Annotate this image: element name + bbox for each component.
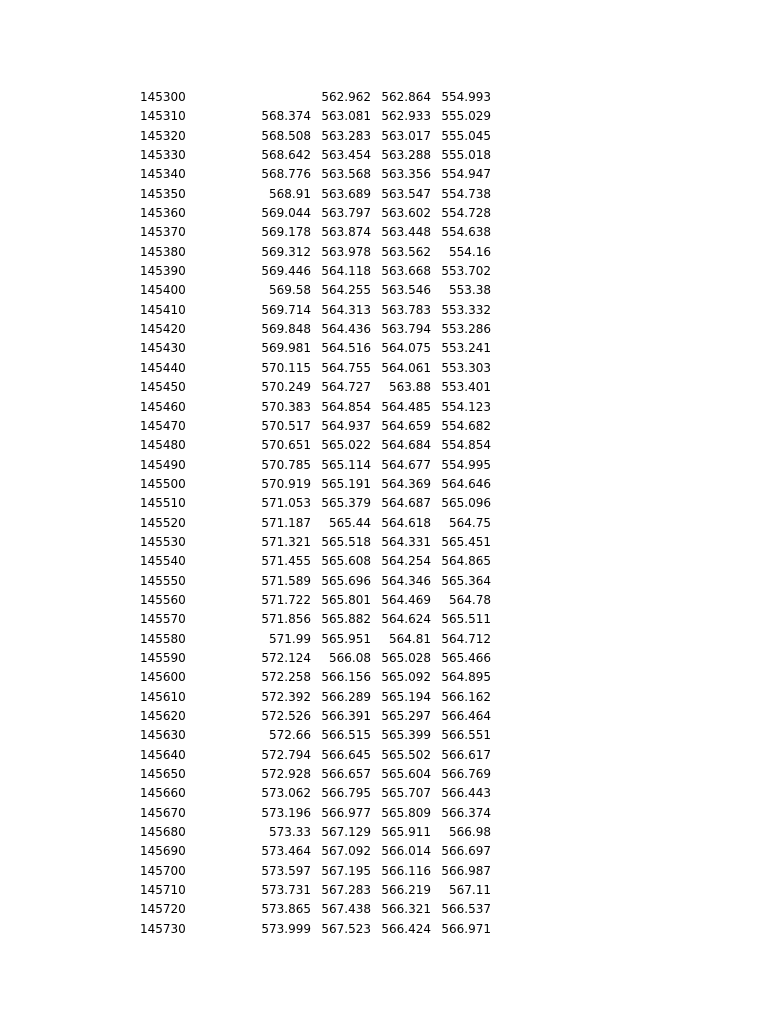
value-cell: 565.608: [321, 554, 371, 569]
table-row: [128, 726, 491, 745]
table-row: [128, 494, 491, 513]
row-key-cell: 145510: [140, 496, 186, 511]
row-key-cell: 145670: [140, 805, 186, 820]
table-row: [128, 572, 491, 591]
row-key-cell: 145460: [140, 399, 186, 414]
value-cell: 569.714: [261, 302, 311, 317]
value-cell: 565.951: [321, 631, 371, 646]
value-cell: 566.971: [441, 921, 491, 936]
table-row: [128, 88, 491, 107]
table-row: [128, 262, 491, 281]
row-key-cell: 145430: [140, 341, 186, 356]
row-key-cell: 145710: [140, 883, 186, 898]
row-key-cell: 145730: [140, 921, 186, 936]
table-row: [128, 842, 491, 861]
value-cell: 563.546: [381, 283, 431, 298]
row-key-cell: 145380: [140, 244, 186, 259]
value-cell: 554.947: [441, 167, 491, 182]
value-cell: 565.022: [321, 438, 371, 453]
value-cell: 554.16: [449, 244, 491, 259]
value-cell: 566.162: [441, 689, 491, 704]
value-cell: 566.391: [321, 709, 371, 723]
value-cell: 565.911: [381, 825, 431, 840]
table-row: [128, 301, 491, 320]
row-key-cell: 145330: [140, 148, 186, 163]
value-cell: 565.114: [321, 457, 371, 472]
value-cell: 555.029: [441, 109, 491, 124]
value-cell: 564.254: [381, 554, 431, 569]
value-cell: 554.738: [441, 186, 491, 201]
row-key-cell: 145690: [140, 844, 186, 859]
value-cell: 564.255: [321, 283, 371, 298]
value-cell: 565.096: [441, 496, 491, 511]
row-key-cell: 145630: [140, 728, 186, 743]
value-cell: 565.809: [381, 805, 431, 820]
value-cell: 564.937: [321, 418, 371, 433]
value-cell: 569.446: [261, 264, 311, 279]
value-cell: 554.638: [441, 225, 491, 240]
table-row: [128, 223, 491, 242]
value-cell: 563.668: [381, 264, 431, 279]
row-key-cell: 145530: [140, 534, 186, 549]
value-cell: 565.44: [329, 515, 371, 530]
value-cell: 563.978: [321, 244, 371, 259]
value-cell: 565.466: [441, 650, 491, 665]
row-key-cell: 145680: [140, 825, 186, 840]
value-cell: 567.129: [321, 825, 371, 840]
row-key-cell: 145520: [140, 515, 186, 530]
table-row: [128, 804, 491, 823]
value-cell: 573.597: [261, 863, 311, 878]
value-cell: 567.283: [321, 883, 371, 898]
value-cell: 566.987: [441, 863, 491, 878]
value-cell: 564.659: [381, 418, 431, 433]
value-cell: 553.241: [441, 341, 491, 356]
value-cell: 566.697: [441, 844, 491, 859]
value-cell: 564.677: [381, 457, 431, 472]
value-cell: 567.11: [449, 883, 491, 898]
row-key-cell: 145490: [140, 457, 186, 472]
table-row: [128, 185, 491, 204]
table-row: [128, 649, 491, 668]
value-cell: 573.062: [261, 786, 311, 801]
value-cell: 572.66: [269, 728, 311, 743]
row-key-cell: 145590: [140, 650, 186, 665]
value-cell: 564.313: [321, 302, 371, 317]
value-cell: 567.523: [321, 921, 371, 936]
value-cell: 566.537: [441, 902, 491, 917]
value-cell: 563.874: [321, 225, 371, 240]
value-cell: 564.75: [449, 515, 491, 530]
row-key-cell: 145450: [140, 380, 186, 395]
value-cell: 571.589: [261, 573, 311, 588]
value-cell: 564.516: [321, 341, 371, 356]
value-cell: 563.288: [381, 148, 431, 163]
value-cell: 566.551: [441, 728, 491, 743]
value-cell: 573.731: [261, 883, 311, 898]
value-cell: 565.191: [321, 476, 371, 491]
value-cell: 567.438: [321, 902, 371, 917]
table-row: [128, 204, 491, 223]
row-key-cell: 145650: [140, 767, 186, 782]
row-key-cell: 145610: [140, 689, 186, 704]
value-cell: 564.865: [441, 554, 491, 569]
table-row: [128, 610, 491, 629]
value-cell: 553.702: [441, 264, 491, 279]
row-key-cell: 145550: [140, 573, 186, 588]
value-cell: 566.219: [381, 883, 431, 898]
value-cell: 563.88: [389, 380, 431, 395]
value-cell: 553.303: [441, 360, 491, 375]
value-cell: 569.981: [261, 341, 311, 356]
value-cell: 565.604: [381, 767, 431, 782]
table-row: [128, 398, 491, 417]
value-cell: 565.092: [381, 670, 431, 685]
value-cell: 566.657: [321, 767, 371, 782]
table-row: [128, 107, 491, 126]
table-row: [128, 436, 491, 455]
value-cell: 572.392: [261, 689, 311, 704]
value-cell: 569.58: [269, 283, 311, 298]
table-row: [128, 146, 491, 165]
value-cell: 573.999: [261, 921, 311, 936]
table-row: [128, 765, 491, 784]
value-cell: 564.755: [321, 360, 371, 375]
value-cell: [202, 88, 311, 107]
value-cell: 570.785: [261, 457, 311, 472]
value-cell: 554.995: [441, 457, 491, 472]
value-cell: 553.332: [441, 302, 491, 317]
value-cell: 572.526: [261, 709, 311, 723]
value-cell: 555.018: [441, 148, 491, 163]
value-cell: 573.464: [261, 844, 311, 859]
value-cell: 564.369: [381, 476, 431, 491]
value-cell: 565.399: [381, 728, 431, 743]
value-cell: 566.98: [449, 825, 491, 840]
row-key-cell: 145400: [140, 283, 186, 298]
table-row: [128, 359, 491, 378]
value-cell: 566.116: [381, 863, 431, 878]
value-cell: 563.081: [321, 109, 371, 124]
table-row: [128, 533, 491, 552]
row-key-cell: 145320: [140, 128, 186, 143]
row-key-cell: 145370: [140, 225, 186, 240]
value-cell: 566.645: [321, 747, 371, 762]
value-cell: 565.451: [441, 534, 491, 549]
table-row: [128, 746, 491, 765]
table-row: [128, 881, 491, 900]
value-cell: 568.91: [269, 186, 311, 201]
value-cell: 564.075: [381, 341, 431, 356]
table-body: [128, 88, 491, 939]
row-key-cell: 145700: [140, 863, 186, 878]
value-cell: 566.443: [441, 786, 491, 801]
value-cell: 571.321: [261, 534, 311, 549]
table-row: [128, 920, 491, 939]
row-key-cell: 145570: [140, 612, 186, 627]
value-cell: 566.515: [321, 728, 371, 743]
table-row: [128, 630, 491, 649]
value-cell: 564.061: [381, 360, 431, 375]
value-cell: 566.156: [321, 670, 371, 685]
value-cell: 564.469: [381, 592, 431, 607]
value-cell: 562.864: [381, 90, 431, 104]
value-cell: 564.646: [441, 476, 491, 491]
value-cell: 554.728: [441, 206, 491, 221]
row-key-cell: 145300: [140, 90, 186, 104]
table-row: [128, 127, 491, 146]
row-key-cell: 145440: [140, 360, 186, 375]
value-cell: 572.928: [261, 767, 311, 782]
row-key-cell: 145620: [140, 709, 186, 723]
row-key-cell: 145580: [140, 631, 186, 646]
value-cell: 571.856: [261, 612, 311, 627]
value-cell: 568.508: [261, 128, 311, 143]
row-key-cell: 145720: [140, 902, 186, 917]
table-row: [128, 862, 491, 881]
value-cell: 566.289: [321, 689, 371, 704]
value-cell: 569.178: [261, 225, 311, 240]
value-cell: 564.687: [381, 496, 431, 511]
value-cell: 565.707: [381, 786, 431, 801]
value-cell: 562.962: [321, 90, 371, 104]
value-cell: 572.258: [261, 670, 311, 685]
value-cell: 570.249: [261, 380, 311, 395]
value-cell: 565.696: [321, 573, 371, 588]
value-cell: 565.882: [321, 612, 371, 627]
value-cell: 566.321: [381, 902, 431, 917]
value-cell: 566.374: [441, 805, 491, 820]
value-cell: 565.518: [321, 534, 371, 549]
value-cell: 563.017: [381, 128, 431, 143]
row-key-cell: 145410: [140, 302, 186, 317]
table-row: [128, 243, 491, 262]
data-sheet: [128, 88, 491, 939]
value-cell: 568.776: [261, 167, 311, 182]
value-cell: 571.455: [261, 554, 311, 569]
value-cell: 570.651: [261, 438, 311, 453]
value-cell: 573.33: [269, 825, 311, 840]
value-cell: 562.933: [381, 109, 431, 124]
row-key-cell: 145560: [140, 592, 186, 607]
table-row: [128, 339, 491, 358]
value-cell: 572.124: [261, 650, 311, 665]
value-cell: 566.464: [441, 709, 491, 723]
table-row: [128, 281, 491, 300]
table-row: [128, 707, 491, 726]
table-row: [128, 784, 491, 803]
value-cell: 568.374: [261, 109, 311, 124]
row-key-cell: 145310: [140, 109, 186, 124]
value-cell: 571.187: [261, 515, 311, 530]
value-cell: 565.801: [321, 592, 371, 607]
value-cell: 566.617: [441, 747, 491, 762]
value-cell: 563.448: [381, 225, 431, 240]
value-cell: 563.547: [381, 186, 431, 201]
table-row: [128, 514, 491, 533]
table-row: [128, 688, 491, 707]
value-cell: 571.99: [269, 631, 311, 646]
row-key-cell: 145340: [140, 167, 186, 182]
row-key-cell: 145470: [140, 418, 186, 433]
value-cell: 563.794: [381, 322, 431, 337]
table-row: [128, 900, 491, 919]
value-cell: 570.115: [261, 360, 311, 375]
value-cell: 566.977: [321, 805, 371, 820]
value-cell: 563.783: [381, 302, 431, 317]
value-cell: 563.602: [381, 206, 431, 221]
table-row: [128, 668, 491, 687]
table-row: [128, 823, 491, 842]
value-cell: 555.045: [441, 128, 491, 143]
value-cell: 564.727: [321, 380, 371, 395]
value-cell: 564.346: [381, 573, 431, 588]
value-cell: 572.794: [261, 747, 311, 762]
value-cell: 573.196: [261, 805, 311, 820]
value-cell: 570.919: [261, 476, 311, 491]
value-cell: 554.993: [441, 90, 491, 104]
table-row: [128, 591, 491, 610]
value-cell: 571.722: [261, 592, 311, 607]
value-cell: 566.08: [329, 650, 371, 665]
value-cell: 564.712: [441, 631, 491, 646]
value-cell: 570.383: [261, 399, 311, 414]
value-cell: 564.436: [321, 322, 371, 337]
value-cell: 567.195: [321, 863, 371, 878]
value-cell: 565.511: [441, 612, 491, 627]
table-row: [128, 552, 491, 571]
table-row: [128, 456, 491, 475]
value-cell: 566.014: [381, 844, 431, 859]
row-key-cell: 145540: [140, 554, 186, 569]
value-cell: 553.38: [449, 283, 491, 298]
value-cell: 564.684: [381, 438, 431, 453]
row-key-cell: 145390: [140, 264, 186, 279]
row-key-cell: 145350: [140, 186, 186, 201]
value-cell: 565.379: [321, 496, 371, 511]
value-cell: 554.682: [441, 418, 491, 433]
value-cell: 564.895: [441, 670, 491, 685]
row-key-cell: 145640: [140, 747, 186, 762]
value-cell: 564.81: [389, 631, 431, 646]
value-cell: 565.194: [381, 689, 431, 704]
value-cell: 553.401: [441, 380, 491, 395]
data-table: [128, 88, 491, 939]
row-key-cell: 145500: [140, 476, 186, 491]
value-cell: 563.454: [321, 148, 371, 163]
value-cell: 553.286: [441, 322, 491, 337]
value-cell: 563.356: [381, 167, 431, 182]
value-cell: 554.123: [441, 399, 491, 414]
value-cell: 565.364: [441, 573, 491, 588]
table-row: [128, 165, 491, 184]
row-key-cell: 145360: [140, 206, 186, 221]
value-cell: 565.028: [381, 650, 431, 665]
value-cell: 573.865: [261, 902, 311, 917]
value-cell: 564.78: [449, 592, 491, 607]
value-cell: 568.642: [261, 148, 311, 163]
value-cell: 564.485: [381, 399, 431, 414]
row-key-cell: 145660: [140, 786, 186, 801]
value-cell: 569.044: [261, 206, 311, 221]
value-cell: 564.618: [381, 515, 431, 530]
row-key-cell: 145600: [140, 670, 186, 685]
value-cell: 564.854: [321, 399, 371, 414]
table-row: [128, 417, 491, 436]
row-key-cell: 145480: [140, 438, 186, 453]
value-cell: 554.854: [441, 438, 491, 453]
table-row: [128, 378, 491, 397]
value-cell: 567.092: [321, 844, 371, 859]
value-cell: 563.562: [381, 244, 431, 259]
table-row: [128, 320, 491, 339]
value-cell: 563.797: [321, 206, 371, 221]
value-cell: 563.568: [321, 167, 371, 182]
value-cell: 571.053: [261, 496, 311, 511]
table-row: [128, 475, 491, 494]
value-cell: 566.424: [381, 921, 431, 936]
value-cell: 570.517: [261, 418, 311, 433]
value-cell: 565.502: [381, 747, 431, 762]
value-cell: 569.312: [261, 244, 311, 259]
value-cell: 569.848: [261, 322, 311, 337]
value-cell: 565.297: [381, 709, 431, 723]
value-cell: 566.795: [321, 786, 371, 801]
value-cell: 563.689: [321, 186, 371, 201]
value-cell: 564.331: [381, 534, 431, 549]
value-cell: 564.624: [381, 612, 431, 627]
value-cell: 564.118: [321, 264, 371, 279]
value-cell: 563.283: [321, 128, 371, 143]
value-cell: 566.769: [441, 767, 491, 782]
row-key-cell: 145420: [140, 322, 186, 337]
